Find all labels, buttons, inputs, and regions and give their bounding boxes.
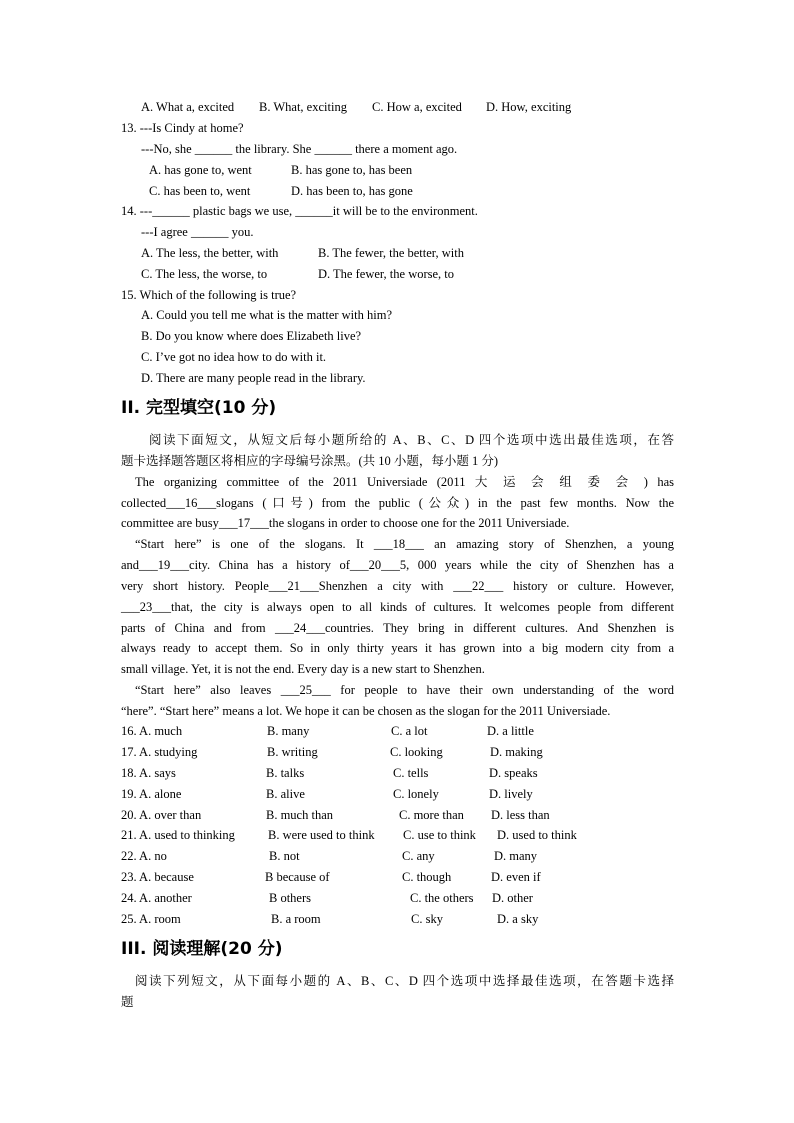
option-17-d: D. making [490, 745, 543, 759]
q13-line2: ---No, she ______ the library. She ______ there a moment ago. [141, 142, 458, 156]
option-24-d: D. other [492, 891, 533, 905]
passage-line: and___19___city. China has a history of___20___5, 000 years while the city of Shenzhen has a [121, 558, 674, 572]
passage-line: ___23___that, the city is always open to all kinds of cultures. It welcomes people from different [121, 600, 674, 614]
option-19-a: 19. A. alone [121, 787, 182, 801]
option-17-a: 17. A. studying [121, 745, 198, 759]
option-23-b: B because of [265, 870, 330, 884]
passage-line: The organizing committee of the 2011 Universiade (2011 大 运 会 组 委 会 ) has [135, 475, 674, 489]
q15-option-b: B. Do you know where does Elizabeth live? [141, 329, 362, 343]
option-16-a: 16. A. much [121, 724, 183, 738]
q14-line2: ---I agree ______ you. [141, 225, 254, 239]
passage-line: small village. Yet, it is not the end. Every day is a new start to Shenzhen. [121, 662, 485, 676]
option-17-b: B. writing [267, 745, 318, 759]
q13-option-b: B. has gone to, has been [291, 163, 413, 177]
passage-line: very short history. People___21___Shenzhen a city with ___22___ history or culture. However, [121, 579, 674, 593]
q14-option-d: D. The fewer, the worse, to [318, 267, 455, 281]
option-25-c: C. sky [411, 912, 443, 926]
section-2-instructions-line1: 阅读下面短文，从短文后每小题所给的 A、B、C、D 四个选项中选出最佳选项，在答 [149, 433, 674, 447]
passage-line: “here”. “Start here” means a lot. We hope it can be chosen as the slogan for the 2011 Universiade. [121, 704, 611, 718]
option-24-b: B others [269, 891, 312, 905]
option-20-b: B. much than [266, 808, 334, 822]
option-16-c: C. a lot [391, 724, 428, 738]
option-20-d: D. less than [491, 808, 550, 822]
option-25-d: D. a sky [497, 912, 539, 926]
section-3-instructions-line1: 阅读下列短文，从下面每小题的 A、B、C、D 四个选项中选择最佳选项，在答题卡选择 [135, 974, 674, 988]
q12-option-b: B. What, exciting [259, 100, 347, 114]
option-25-a: 25. A. room [121, 912, 181, 926]
option-18-c: C. tells [393, 766, 429, 780]
passage-line: collected___16___slogans (口号) from the public (公众) in the past few months. Now the [121, 496, 674, 510]
option-23-c: C. though [402, 870, 452, 884]
q14-option-b: B. The fewer, the better, with [318, 246, 464, 260]
option-23-a: 23. A. because [121, 870, 194, 884]
q14-stem: 14. ---______ plastic bags we use, ______it will be to the environment. [121, 204, 478, 218]
option-19-b: B. alive [266, 787, 305, 801]
option-25-b: B. a room [271, 912, 321, 926]
q13-option-d: D. has been to, has gone [291, 184, 413, 198]
passage-line: committee are busy___17___the slogans in order to choose one for the 2011 Universiade. [121, 516, 570, 530]
q14-option-a: A. The less, the better, with [141, 246, 279, 260]
passage-line: always ready to accept them. So in only thirty years it has grown into a big modern city from a [121, 641, 674, 655]
option-17-c: C. looking [390, 745, 443, 759]
option-16-b: B. many [267, 724, 310, 738]
q15-option-d: D. There are many people read in the library. [141, 371, 366, 385]
option-22-c: C. any [402, 849, 435, 863]
option-21-d: D. used to think [497, 828, 577, 842]
q12-option-c: C. How a, excited [372, 100, 462, 114]
option-24-c: C. the others [410, 891, 474, 905]
section-3-heading: III. 阅读理解(20 分) [121, 939, 283, 959]
option-21-b: B. were used to think [268, 828, 375, 842]
q13-stem: 13. ---Is Cindy at home? [121, 121, 244, 135]
passage-line: “Start here” is one of the slogans. It ___18___ an amazing story of Shenzhen, a young [135, 537, 674, 551]
q15-option-c: C. I’ve got no idea how to do with it. [141, 350, 327, 364]
section-2-instructions-line2: 题卡选择题答题区将相应的字母编号涂黑。(共 10 小题，每小题 1 分) [121, 454, 499, 468]
q14-option-c: C. The less, the worse, to [141, 267, 268, 281]
q12-option-a: A. What a, excited [141, 100, 235, 114]
option-21-c: C. use to think [403, 828, 476, 842]
q13-option-a: A. has gone to, went [149, 163, 252, 177]
passage-line: parts of China and from ___24___countries. They bring in different cultures. And Shenzhen is [121, 621, 674, 635]
section-3-instructions-line2: 题 [121, 995, 134, 1009]
q15-option-a: A. Could you tell me what is the matter with him? [141, 308, 393, 322]
option-24-a: 24. A. another [121, 891, 192, 905]
option-18-d: D. speaks [489, 766, 538, 780]
option-22-a: 22. A. no [121, 849, 167, 863]
option-18-b: B. talks [266, 766, 305, 780]
option-22-b: B. not [269, 849, 300, 863]
option-19-c: C. lonely [393, 787, 439, 801]
q13-option-c: C. has been to, went [149, 184, 251, 198]
option-19-d: D. lively [489, 787, 533, 801]
option-20-a: 20. A. over than [121, 808, 202, 822]
option-21-a: 21. A. used to thinking [121, 828, 235, 842]
section-2-heading: II. 完型填空(10 分) [121, 398, 277, 418]
option-16-d: D. a little [487, 724, 534, 738]
option-18-a: 18. A. says [121, 766, 176, 780]
q15-stem: 15. Which of the following is true? [121, 288, 297, 302]
option-20-c: C. more than [399, 808, 464, 822]
option-23-d: D. even if [491, 870, 541, 884]
option-22-d: D. many [494, 849, 538, 863]
q12-option-d: D. How, exciting [486, 100, 572, 114]
passage-line: “Start here” also leaves ___25___ for people to have their own understanding of the word [135, 683, 674, 697]
